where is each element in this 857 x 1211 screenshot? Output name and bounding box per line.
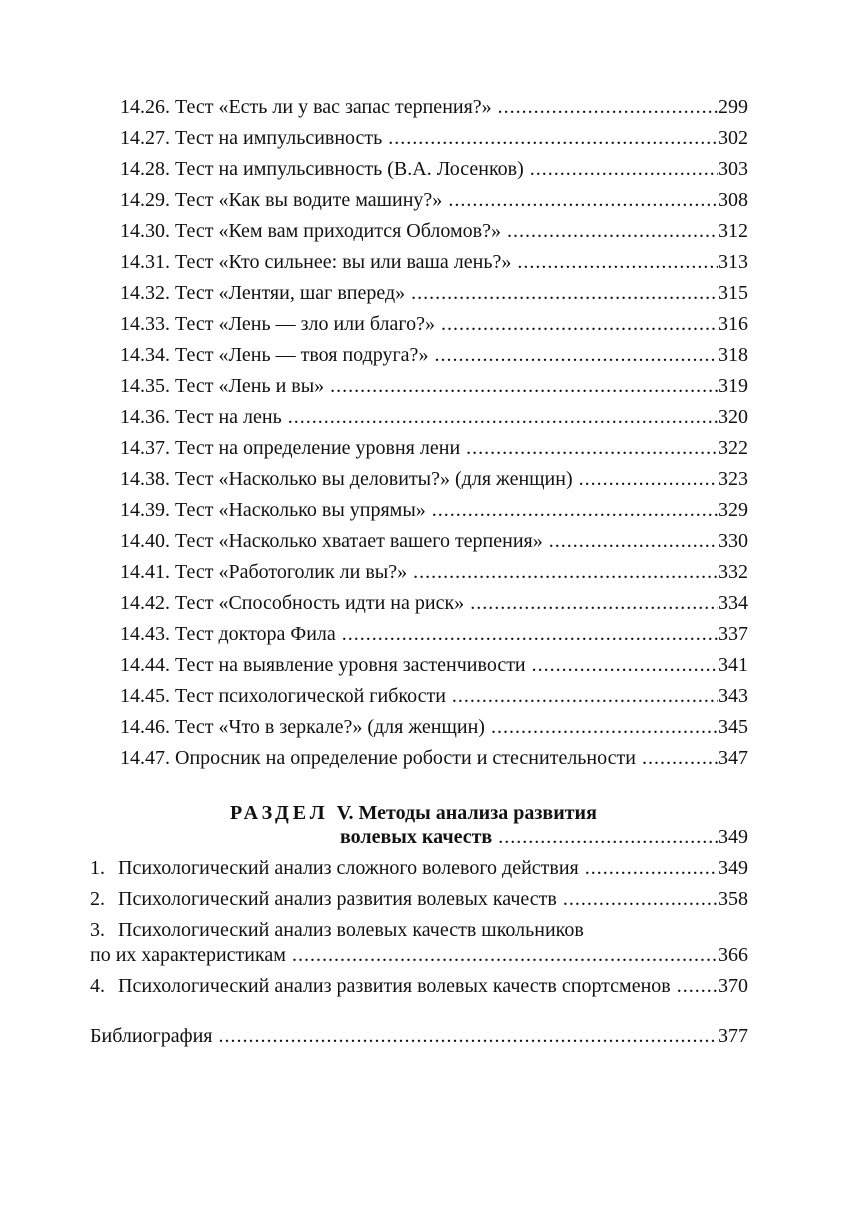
bibliography-entry[interactable] — [90, 1021, 748, 1052]
section-item-number: 1. — [90, 857, 105, 879]
section-item-page: 358 — [718, 888, 748, 910]
toc-entry[interactable] — [120, 247, 748, 278]
toc-entry-label: 14.41. Тест «Работоголик ли вы?» — [120, 561, 408, 583]
toc-entry[interactable] — [120, 185, 748, 216]
toc-entry[interactable] — [120, 92, 748, 123]
dot-leader — [498, 822, 718, 853]
toc-entry[interactable] — [120, 495, 748, 526]
dot-leader — [530, 154, 718, 185]
toc-entry[interactable] — [120, 433, 748, 464]
section-word: РАЗДЕЛ — [230, 802, 329, 824]
toc-entry[interactable] — [120, 650, 748, 681]
section-title-line1: V. Методы анализа развития — [336, 802, 597, 824]
toc-entry-page: 308 — [718, 189, 748, 211]
toc-entry[interactable] — [120, 216, 748, 247]
section-item-page: 366 — [718, 944, 748, 966]
toc-entry-page: 322 — [718, 437, 748, 459]
toc-entry[interactable] — [120, 278, 748, 309]
dot-leader — [448, 185, 718, 216]
section-item[interactable] — [90, 853, 748, 884]
toc-entry-label: 14.44. Тест на выявление уровня застенчивости — [120, 654, 526, 676]
section-item-page: 349 — [718, 857, 748, 879]
section-item-label: Психологический анализ волевых качеств школьников — [118, 919, 584, 941]
section-item-label-cont: по их характеристикам — [90, 944, 286, 966]
section-title-line2: волевых качеств — [340, 826, 493, 848]
dot-leader — [642, 743, 718, 774]
dot-leader — [288, 402, 718, 433]
toc-entry[interactable] — [120, 743, 748, 774]
dot-leader — [466, 433, 718, 464]
dot-leader — [585, 853, 718, 884]
dot-leader — [507, 216, 718, 247]
section-item-number: 4. — [90, 975, 105, 997]
toc-entry-label: 14.42. Тест «Способность идти на риск» — [120, 592, 465, 614]
dot-leader — [563, 884, 718, 915]
toc-entry[interactable] — [120, 340, 748, 371]
dot-leader — [498, 92, 718, 123]
dot-leader — [330, 371, 718, 402]
section-item-label: Психологический анализ развития волевых качеств — [118, 888, 557, 910]
toc-entry[interactable] — [120, 619, 748, 650]
toc-entry[interactable] — [120, 154, 748, 185]
toc-entry[interactable] — [120, 402, 748, 433]
toc-entry-label: 14.35. Тест «Лень и вы» — [120, 375, 325, 397]
toc-entry-page: 332 — [718, 561, 748, 583]
toc-entry-label: 14.34. Тест «Лень — твоя подруга?» — [120, 344, 429, 366]
section-heading-cont[interactable] — [340, 822, 748, 853]
section-item-label: Психологический анализ сложного волевого действия — [118, 857, 579, 879]
toc-entry-label: 14.30. Тест «Кем вам приходится Обломов?» — [120, 220, 501, 242]
toc-entry-page: 343 — [718, 685, 748, 707]
dot-leader — [441, 309, 718, 340]
toc-entry-page: 329 — [718, 499, 748, 521]
dot-leader — [413, 557, 718, 588]
toc-entry-label: 14.27. Тест на импульсивность — [120, 127, 383, 149]
dot-leader — [517, 247, 718, 278]
toc-entry-label: 14.28. Тест на импульсивность (В.А. Лосенков) — [120, 158, 524, 180]
dot-leader — [342, 619, 718, 650]
section-item-page: 370 — [718, 975, 748, 997]
dot-leader — [532, 650, 718, 681]
toc-entry-page: 312 — [718, 220, 748, 242]
toc-entry-page: 345 — [718, 716, 748, 738]
toc-entry-page: 337 — [718, 623, 748, 645]
dot-leader — [677, 971, 718, 1002]
section-item[interactable] — [90, 971, 748, 1002]
toc-entry-page: 347 — [718, 747, 748, 769]
toc-entry-page: 315 — [718, 282, 748, 304]
toc-entry-page: 318 — [718, 344, 748, 366]
toc-entry-label: 14.39. Тест «Насколько вы упрямы» — [120, 499, 426, 521]
dot-leader — [432, 495, 718, 526]
toc-entry-label: 14.47. Опросник на определение робости и стеснительности — [120, 747, 636, 769]
toc-entry[interactable] — [120, 371, 748, 402]
dot-leader — [470, 588, 718, 619]
toc-entry-label: 14.45. Тест психологической гибкости — [120, 685, 446, 707]
section-item-number: 2. — [90, 888, 105, 910]
section-item[interactable] — [90, 884, 748, 915]
toc-entry-label: 14.40. Тест «Насколько хватает вашего терпения» — [120, 530, 543, 552]
toc-entry-page: 319 — [718, 375, 748, 397]
dot-leader — [219, 1021, 719, 1052]
toc-entry-page: 302 — [718, 127, 748, 149]
toc-entry[interactable] — [120, 526, 748, 557]
dot-leader — [434, 340, 718, 371]
toc-entry-label: 14.29. Тест «Как вы водите машину?» — [120, 189, 443, 211]
toc-entry-page: 313 — [718, 251, 748, 273]
toc-entry-label: 14.31. Тест «Кто сильнее: вы или ваша лень?» — [120, 251, 512, 273]
toc-entry-page: 334 — [718, 592, 748, 614]
section-item-number: 3. — [90, 919, 105, 941]
dot-leader — [452, 681, 718, 712]
dot-leader — [388, 123, 718, 154]
toc-entry-page: 341 — [718, 654, 748, 676]
toc-entry-label: 14.32. Тест «Лентяи, шаг вперед» — [120, 282, 406, 304]
toc-entry-label: 14.46. Тест «Что в зеркале?» (для женщин) — [120, 716, 485, 738]
dot-leader — [491, 712, 718, 743]
toc-entry-page: 316 — [718, 313, 748, 335]
toc-entry-page: 303 — [718, 158, 748, 180]
dot-leader — [579, 464, 718, 495]
toc-entry-label: 14.26. Тест «Есть ли у вас запас терпения?» — [120, 96, 492, 118]
section-item-cont[interactable] — [90, 940, 748, 971]
dot-leader — [292, 940, 718, 971]
section-page: 349 — [718, 826, 748, 848]
toc-entry-page: 320 — [718, 406, 748, 428]
toc-entry[interactable] — [120, 464, 748, 495]
toc-entry[interactable] — [120, 123, 748, 154]
toc-entry[interactable] — [120, 557, 748, 588]
toc-entry-label: 14.33. Тест «Лень — зло или благо?» — [120, 313, 435, 335]
dot-leader — [549, 526, 718, 557]
toc-entry-page: 299 — [718, 96, 748, 118]
toc-entry-label: 14.43. Тест доктора Фила — [120, 623, 336, 645]
toc-entry-label: 14.36. Тест на лень — [120, 406, 282, 428]
toc-entry[interactable] — [120, 309, 748, 340]
toc-entry-page: 330 — [718, 530, 748, 552]
toc-entry[interactable] — [120, 588, 748, 619]
toc-entry-page: 323 — [718, 468, 748, 490]
bibliography-label: Библиография — [90, 1025, 213, 1047]
dot-leader — [411, 278, 718, 309]
bibliography-page: 377 — [718, 1025, 748, 1047]
toc-entry-label: 14.37. Тест на определение уровня лени — [120, 437, 461, 459]
section-item-label: Психологический анализ развития волевых качеств спортсменов — [118, 975, 671, 997]
toc-entry[interactable] — [120, 712, 748, 743]
toc-entry-label: 14.38. Тест «Насколько вы деловиты?» (для женщин) — [120, 468, 573, 490]
toc-entry[interactable] — [120, 681, 748, 712]
